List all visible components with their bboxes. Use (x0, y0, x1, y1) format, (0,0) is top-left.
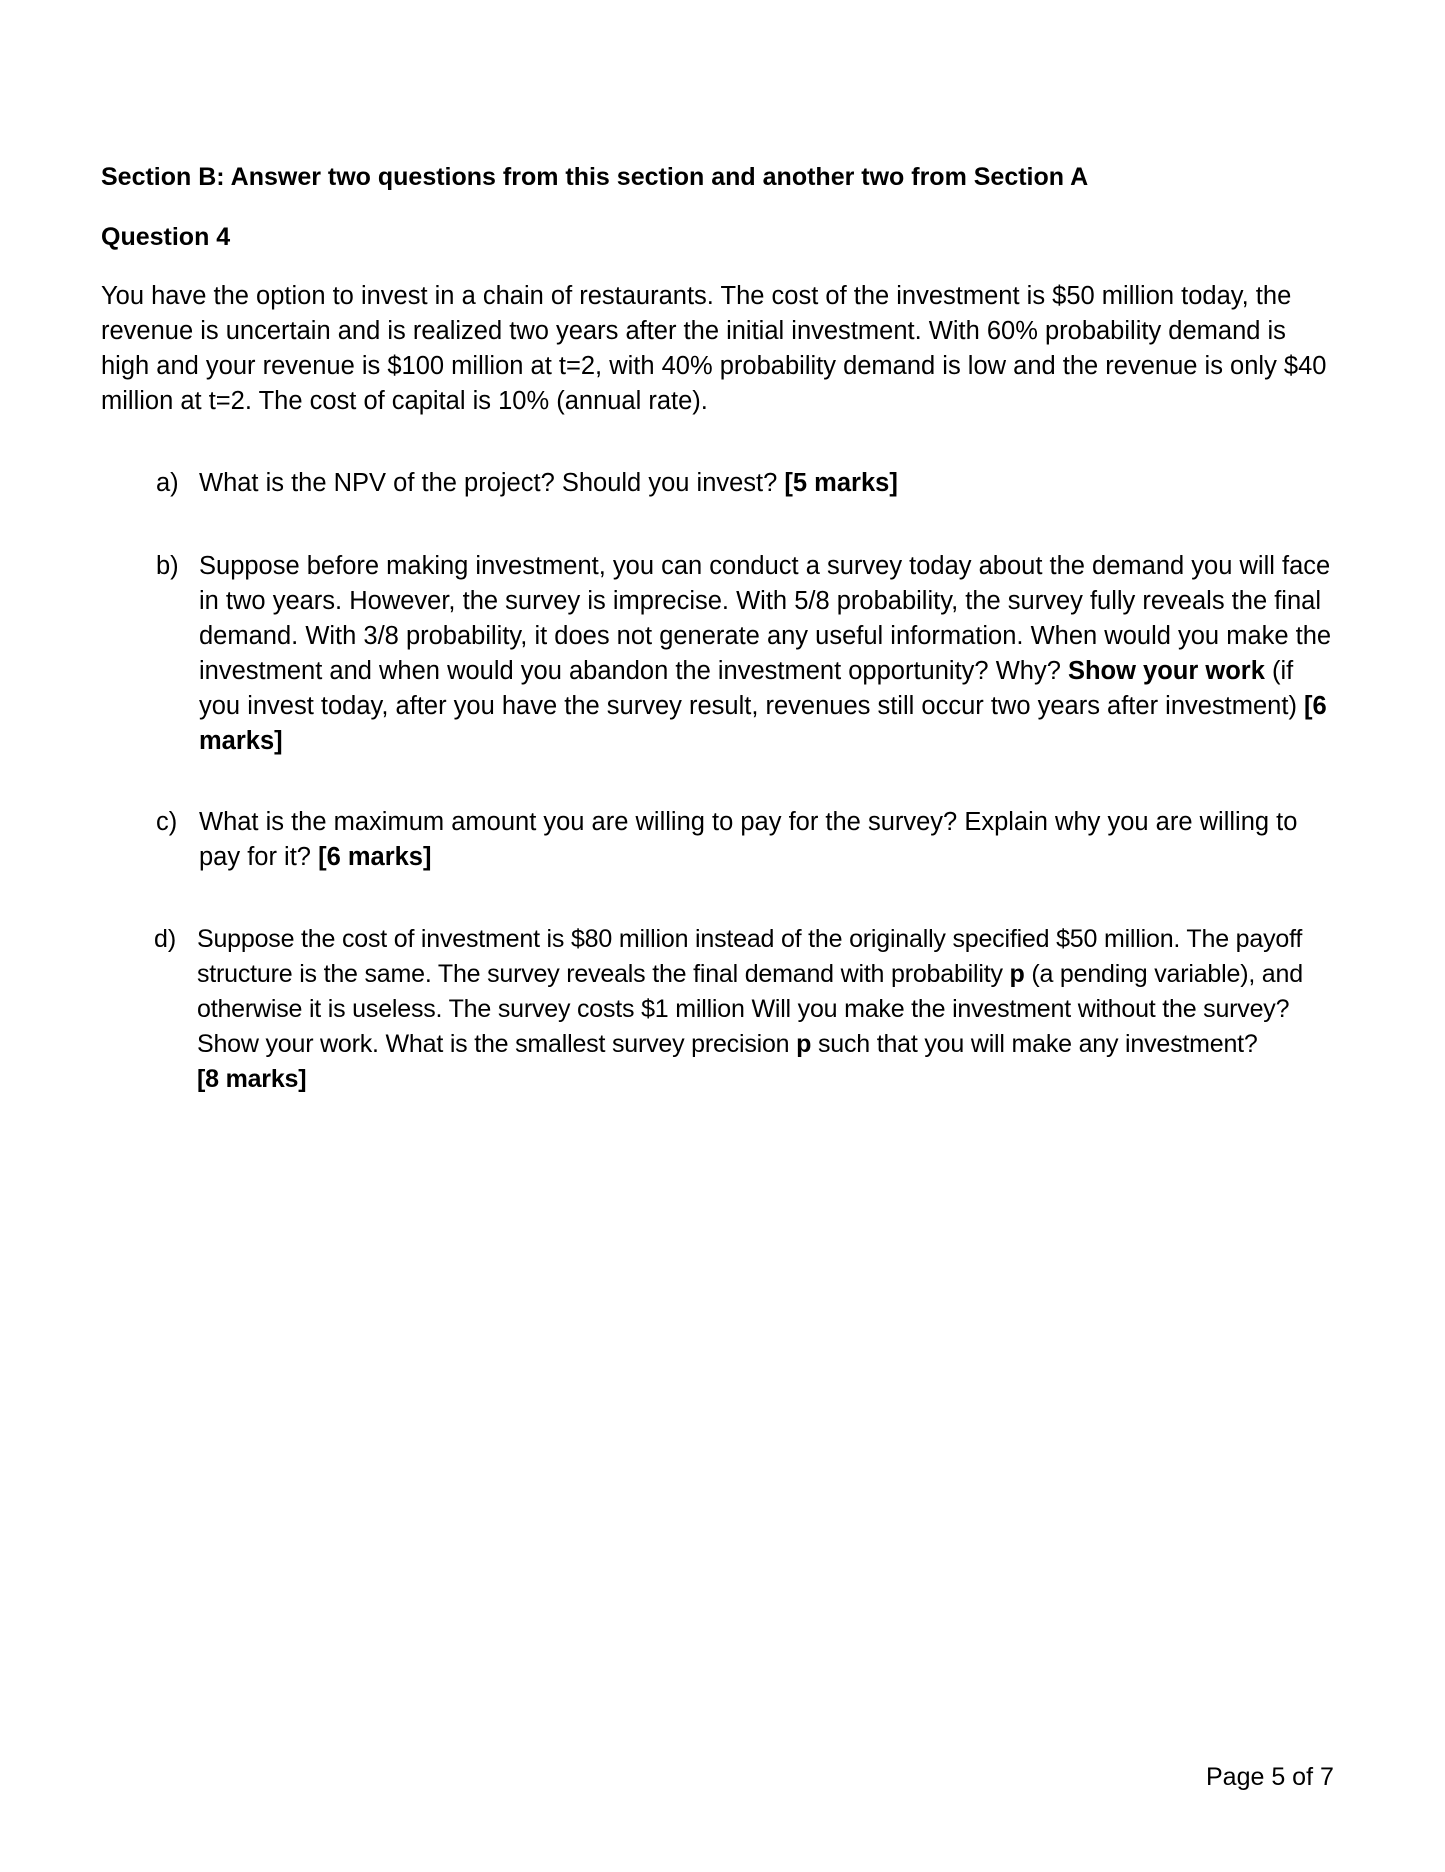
part-b-body (199, 549, 1339, 759)
part-c-text: What is the maximum amount you are willing to pay for the survey? Explain why you are willing to pay for it? (199, 808, 1298, 871)
part-b-emphasis: Show your work (1067, 657, 1265, 685)
part-a-label: a) (156, 469, 179, 497)
part-d-marks: [8 marks] (197, 1065, 307, 1093)
part-c-label: c) (156, 808, 178, 836)
part-b-note: (if you invest today, after you have the survey result, revenues still occur two years after investment) (199, 657, 1297, 720)
part-d-text-1: Suppose the cost of investment is $80 million instead of the originally specified $50 million. The payoff structure is the same. The survey reveals the final demand with probability (197, 925, 1303, 988)
part-d-label: d) (154, 925, 177, 953)
part-b-text: Suppose before making investment, you can conduct a survey today about the demand you will face in two years. However, the survey is imprecise. With 5/8 probability, the survey fully reveals the final demand. With 3/8 probability, it does not generate any useful information. When would you make the investment and when would you abandon the investment opportunity? Why? (199, 552, 1332, 685)
part-b-label: b) (156, 552, 179, 580)
section-heading: Section B: Answer two questions from this section and another two from Section A (101, 163, 1089, 191)
part-d-text-3: such that you will make any investment? (817, 1030, 1258, 1058)
question-intro: You have the option to invest in a chain of restaurants. The cost of the investment is $50 million today, the revenue is uncertain and is realized two years after the initial investment. With 60% probability demand is high and your revenue is $100 million at t=2, with 40% probability demand is low and the revenue is only $40 million at t=2. The cost of capital is 10% (annual rate). (101, 282, 1327, 415)
part-d-variable-p-1: p (1009, 960, 1025, 988)
part-a-marks: [5 marks] (784, 469, 898, 497)
part-d-body (197, 922, 1339, 1097)
question-heading: Question 4 (101, 223, 231, 251)
part-a-body (199, 466, 1339, 501)
part-b-marks: [6 marks] (199, 692, 1327, 755)
page-number: Page 5 of 7 (1206, 1763, 1334, 1791)
part-c-marks: [6 marks] (318, 843, 432, 871)
part-d-variable-p-2: p (796, 1030, 812, 1058)
part-a-text: What is the NPV of the project? Should you invest? (199, 469, 778, 497)
part-c-body (199, 805, 1339, 875)
part-d-text-2: (a pending variable), and otherwise it is useless. The survey costs $1 million Will you make the investment without the survey? Show your work. What is the smallest survey precision (197, 960, 1303, 1058)
